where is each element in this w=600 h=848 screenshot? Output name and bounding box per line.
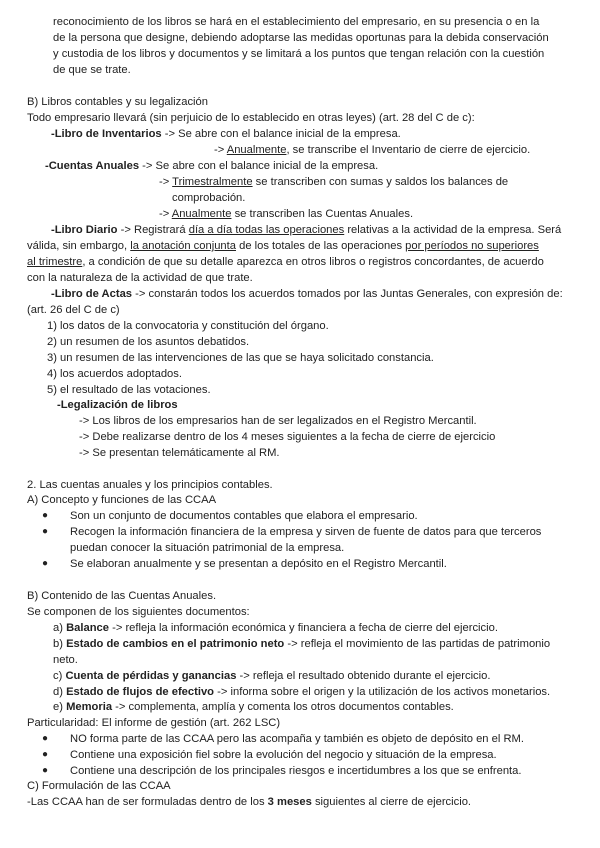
- legalizacion-heading: [57, 397, 178, 413]
- bullet-icon: ●: [42, 749, 49, 760]
- particularidad-line: Particularidad: El informe de gestión (art. 262 LSC): [27, 717, 281, 729]
- diario-underlined-1: día a día todas las operaciones: [188, 224, 345, 236]
- libro-inventarios-sub: [214, 142, 530, 158]
- cuentas-anuales-text: -> Se abre con el balance inicial de la empresa.: [139, 160, 379, 172]
- intro-line-4: de que se trate.: [53, 64, 131, 76]
- cuentas-sub-1-cont: comprobación.: [172, 192, 246, 204]
- libro-diario-label: -Libro Diario: [51, 224, 118, 236]
- arrow-prefix: ->: [159, 208, 172, 220]
- libro-diario-line-3: [27, 254, 544, 270]
- intro-line-1: reconocimiento de los libros se hará en el establecimiento del empresario, en su presencia o en la: [53, 16, 540, 28]
- concepto-item: Se elaboran anualmente y se presentan a depósito en el Registro Mercantil.: [70, 558, 447, 570]
- doc-text: -> refleja el movimiento de las partidas de patrimonio: [284, 638, 551, 650]
- diario-underlined-2: la anotación conjunta: [130, 240, 236, 252]
- intro-line-2: de la persona que designe, debiendo adoptarse las medidas oportunas para la debida conservación: [53, 32, 549, 44]
- section-heading-cuentas: 2. Las cuentas anuales y los principios contables.: [27, 479, 273, 491]
- contenido-intro: Se componen de los siguientes documentos:: [27, 606, 250, 618]
- sub-text: , se transcribe el Inventario de cierre de ejercicio.: [286, 144, 531, 156]
- doc-patrimonio-cont: neto.: [53, 654, 78, 666]
- legalizacion-item: -> Se presentan telemáticamente al RM.: [79, 447, 280, 459]
- doc-title: Cuenta de pérdidas y ganancias: [65, 670, 237, 682]
- doc-letter: a): [53, 622, 67, 634]
- particularidad-item: NO forma parte de las CCAA pero las acompaña y también es objeto de depósito en el RM.: [70, 733, 524, 745]
- actas-list-item: 5) el resultado de las votaciones.: [47, 384, 211, 396]
- anualmente-underlined: Anualmente: [171, 208, 232, 220]
- bullet-icon: ●: [42, 526, 49, 537]
- diario-text: -> Registrará: [117, 224, 189, 236]
- doc-text: -> informa sobre el origen y la utilización de los activos monetarios.: [214, 686, 551, 698]
- arrow-prefix: ->: [214, 144, 227, 156]
- doc-flujos: [53, 684, 550, 700]
- bullet-icon: ●: [42, 510, 49, 521]
- diario-text: relativas a la actividad de la empresa. Será: [344, 224, 562, 236]
- libro-inventarios-label: -Libro de Inventarios: [51, 128, 162, 140]
- doc-perdidas: [53, 668, 490, 684]
- anualmente-underlined: Anualmente: [226, 144, 287, 156]
- doc-text: -> complementa, amplía y comenta los otros documentos contables.: [112, 701, 454, 713]
- cuentas-sub-1: [159, 174, 508, 190]
- actas-list-item: 3) un resumen de las intervenciones de las que se haya solicitado constancia.: [47, 352, 434, 364]
- subheading-formulacion: C) Formulación de las CCAA: [27, 780, 171, 792]
- arrow-prefix: ->: [159, 176, 173, 188]
- formulacion-pre: -Las CCAA han de ser formuladas dentro de los: [27, 796, 268, 808]
- formulacion-post: siguientes al cierre de ejercicio.: [311, 796, 472, 808]
- cuentas-anuales-label: -Cuentas Anuales: [45, 160, 140, 172]
- diario-text: válida, sin embargo,: [27, 240, 131, 252]
- particularidad-item: Contiene una exposición fiel sobre la evolución del negocio y situación de la empresa.: [70, 749, 497, 761]
- actas-list-item: 2) un resumen de los asuntos debatidos.: [47, 336, 250, 348]
- diario-underlined-4: al trimestre: [27, 256, 83, 268]
- doc-balance: [53, 620, 498, 636]
- subheading-concepto: A) Concepto y funciones de las CCAA: [27, 494, 217, 506]
- legalizacion-item: -> Debe realizarse dentro de los 4 meses siguientes a la fecha de cierre de ejercicio: [79, 431, 496, 443]
- particularidad-item: Contiene una descripción de los principales riesgos e incertidumbres a los que se enfrenta.: [70, 765, 522, 777]
- concepto-item: Son un conjunto de documentos contables que elabora el empresario.: [70, 510, 418, 522]
- diario-text: de los totales de las operaciones: [235, 240, 406, 252]
- cuentas-sub-2: [159, 206, 413, 222]
- formulacion-bold: 3 meses: [267, 796, 312, 808]
- legalizacion-item: -> Los libros de los empresarios han de ser legalizados en el Registro Mercantil.: [79, 415, 477, 427]
- diario-text: , a condición de que su detalle aparezca en otros libros o registros concordantes, de acuerdo: [82, 256, 544, 268]
- libro-diario-line-4: con la naturaleza de la actividad de que trate.: [27, 272, 253, 284]
- doc-patrimonio: [53, 636, 550, 652]
- doc-title: Balance: [66, 622, 109, 634]
- bullet-icon: ●: [42, 733, 49, 744]
- section-intro: Todo empresario llevará (sin perjuicio de lo establecido en otras leyes) (art. 28 del C de c):: [27, 112, 475, 124]
- section-heading-libros: B) Libros contables y su legalización: [27, 96, 208, 108]
- doc-title: Memoria: [66, 701, 113, 713]
- libro-actas-line: [51, 286, 563, 302]
- intro-line-3: y custodia de los libros y documentos y se limitará a los puntos que tengan relación con la cuestión: [53, 48, 545, 60]
- formulacion-text: [27, 794, 471, 810]
- actas-list-item: 1) los datos de la convocatoria y constitución del órgano.: [47, 320, 329, 332]
- libro-inventarios-line: [51, 126, 401, 142]
- diario-underlined-3: por períodos no superiores: [405, 240, 539, 252]
- sub-text: se transcriben las Cuentas Anuales.: [231, 208, 414, 220]
- concepto-item: Recogen la información financiera de la empresa y sirven de fuente de datos para que terceros: [70, 526, 542, 538]
- doc-title: Estado de cambios en el patrimonio neto: [66, 638, 285, 650]
- trimestralmente-underlined: Trimestralmente: [172, 176, 253, 188]
- legalizacion-label: -Legalización de libros: [57, 399, 178, 411]
- concepto-item-cont: puedan conocer la situación patrimonial de la empresa.: [70, 542, 345, 554]
- libro-inventarios-text: -> Se abre con el balance inicial de la empresa.: [161, 128, 401, 140]
- libro-diario-line-2: [27, 238, 539, 254]
- libro-actas-label: -Libro de Actas: [51, 288, 133, 300]
- doc-title: Estado de flujos de efectivo: [66, 686, 215, 698]
- doc-letter: c): [53, 670, 66, 682]
- doc-letter: d): [53, 686, 67, 698]
- doc-letter: b): [53, 638, 67, 650]
- doc-letter: e): [53, 701, 67, 713]
- cuentas-anuales-line: [45, 158, 378, 174]
- libro-actas-text: -> constarán todos los acuerdos tomados por las Juntas Generales, con expresión de:: [132, 288, 563, 300]
- bullet-icon: ●: [42, 558, 49, 569]
- doc-text: -> refleja el resultado obtenido durante el ejercicio.: [236, 670, 491, 682]
- libro-diario-line-1: [51, 222, 561, 238]
- actas-list-item: 4) los acuerdos adoptados.: [47, 368, 182, 380]
- subheading-contenido: B) Contenido de las Cuentas Anuales.: [27, 590, 217, 602]
- sub-text: se transcriben con sumas y saldos los balances de: [252, 176, 509, 188]
- doc-memoria: [53, 699, 454, 715]
- libro-actas-cont: (art. 26 del C de c): [27, 304, 120, 316]
- bullet-icon: ●: [42, 765, 49, 776]
- doc-text: -> refleja la información económica y financiera a fecha de cierre del ejercicio.: [108, 622, 498, 634]
